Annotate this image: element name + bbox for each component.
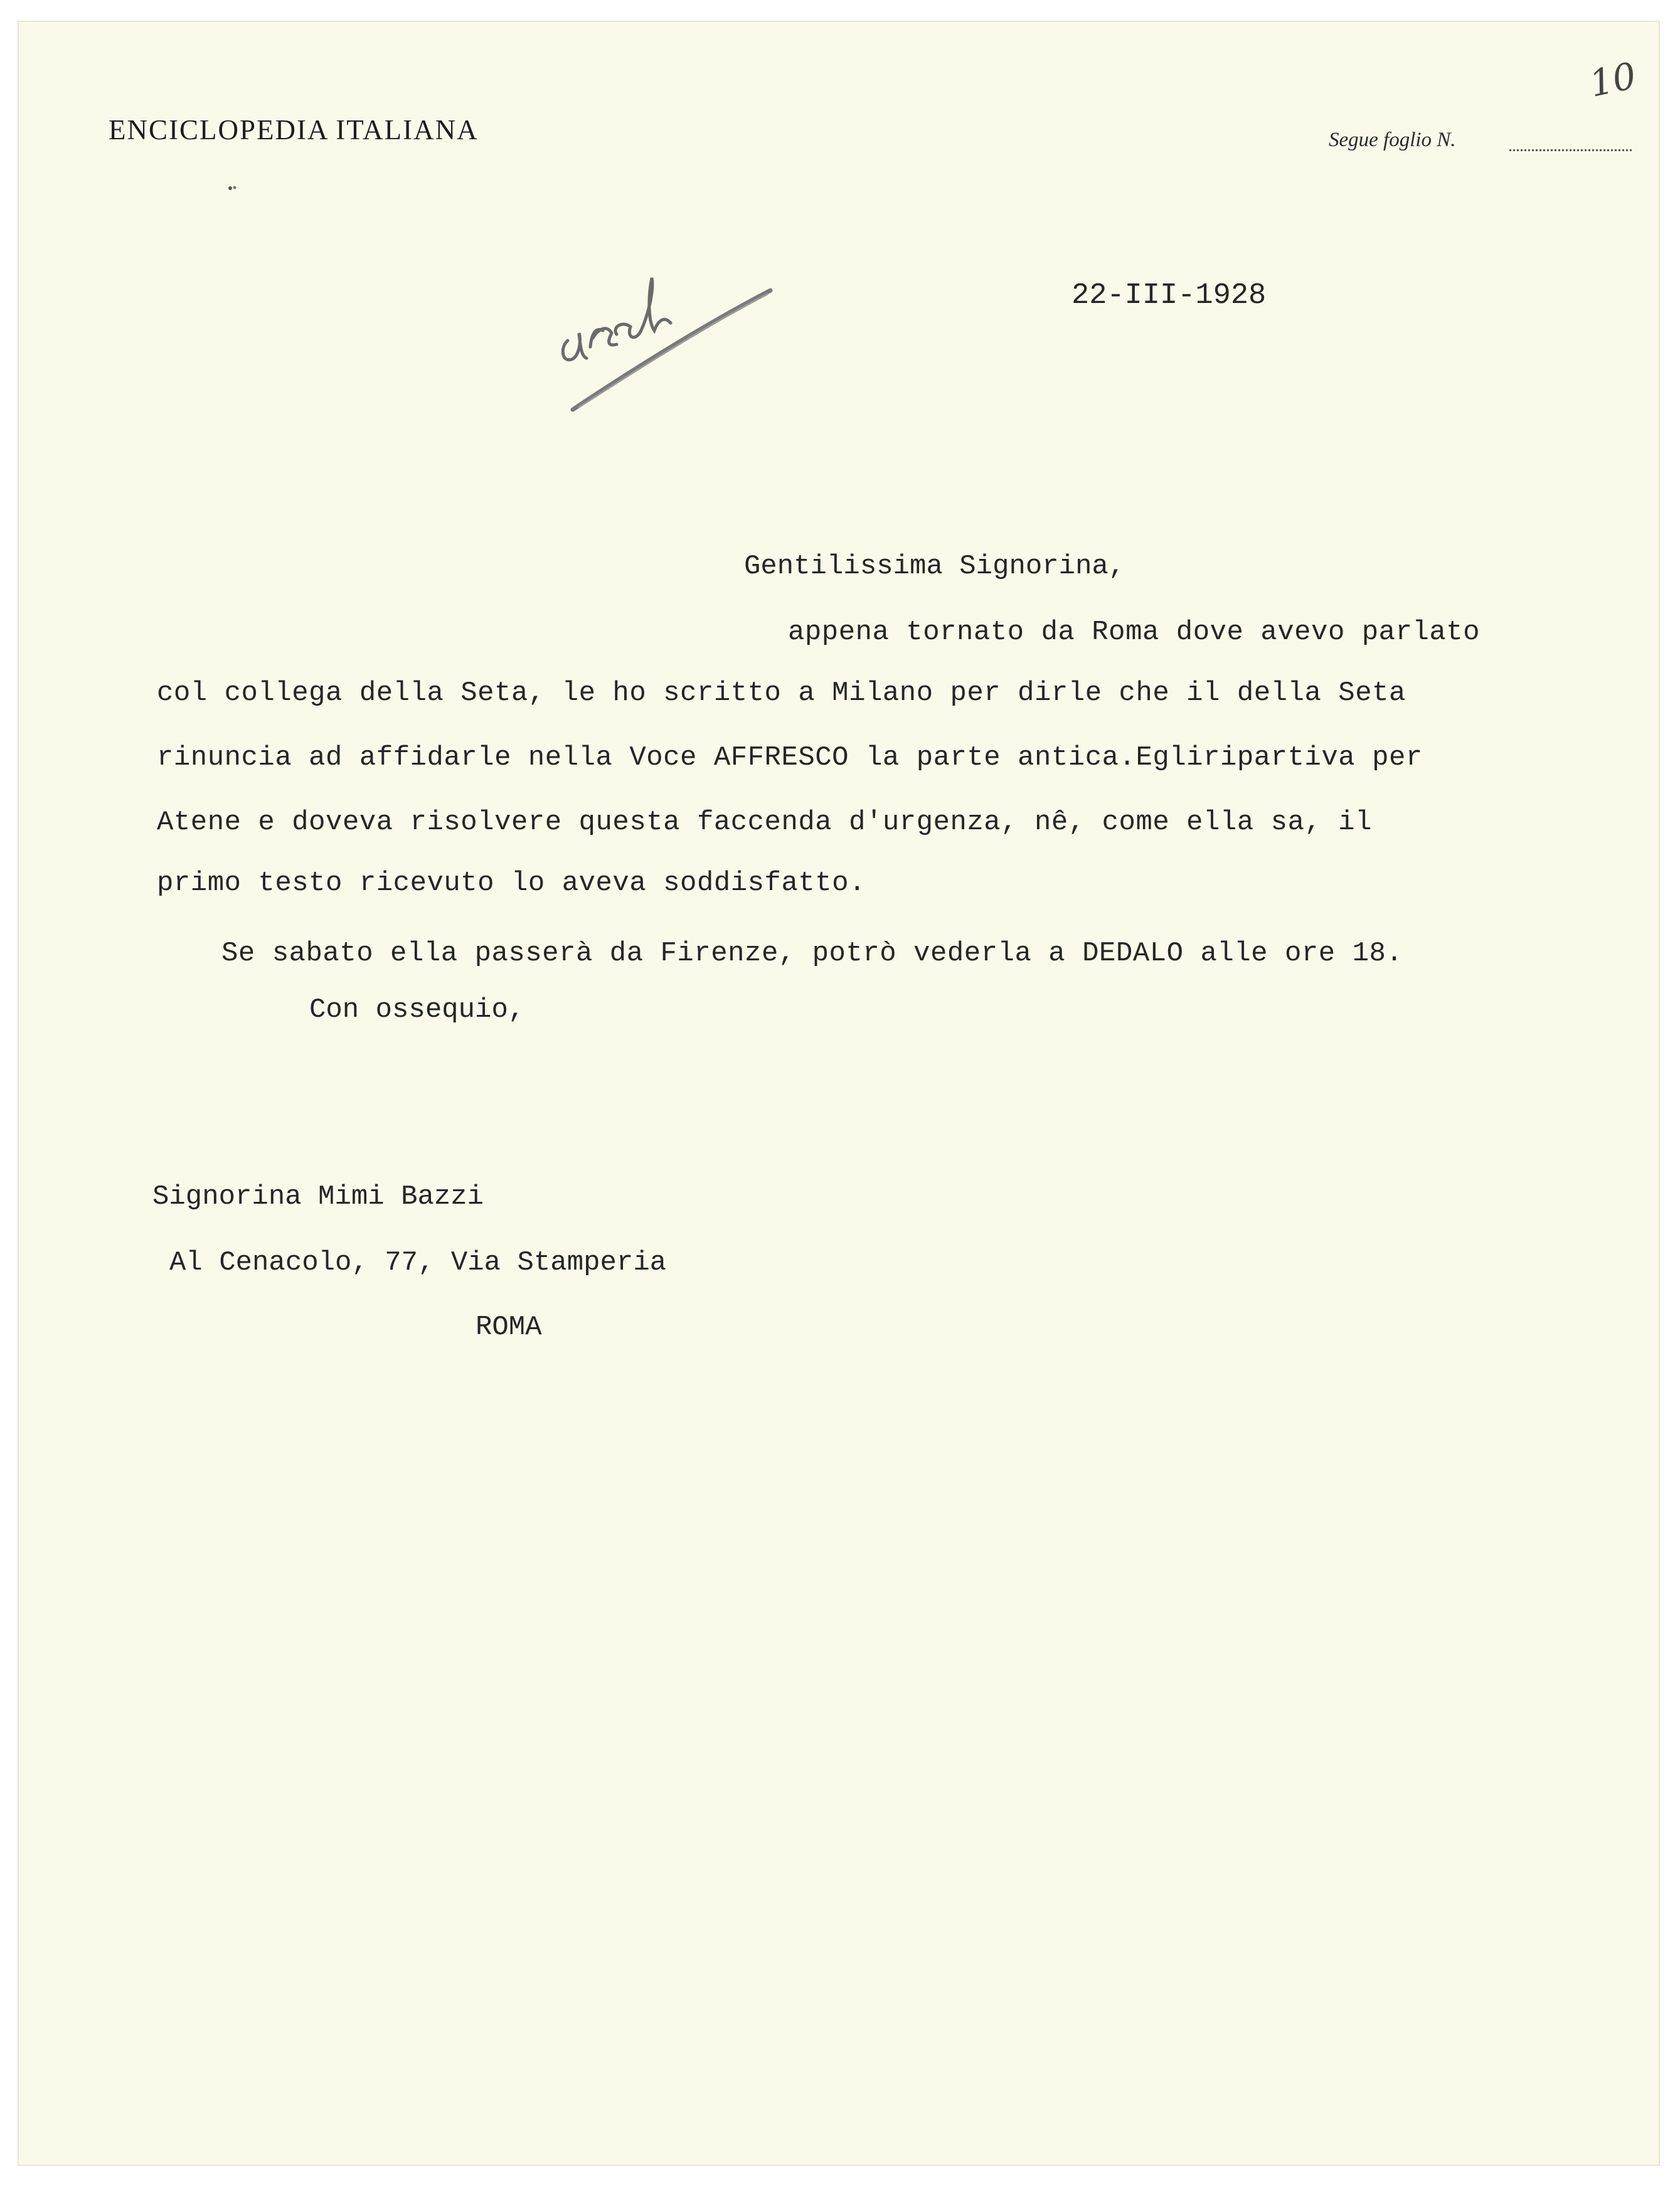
letter-date: 22-III-1928 <box>1071 279 1267 312</box>
body-line: col collega della Seta, le ho scritto a Milano per dirle che il della Seta <box>157 677 1406 709</box>
pencil-annotation-arch <box>554 253 780 435</box>
salutation: Gentilissima Signorina, <box>744 551 1125 582</box>
body-line: Atene e doveva risolvere questa faccenda d'urgenza, nê, come ella sa, il <box>157 807 1373 838</box>
letterhead-title: ENCICLOPEDIA ITALIANA <box>109 114 479 146</box>
recipient-address: Al Cenacolo, 77, Via Stamperia <box>169 1247 667 1278</box>
continuation-label: Segue foglio N. <box>1329 129 1456 151</box>
body-line: primo testo ricevuto lo aveva soddisfatto. <box>157 868 866 899</box>
body-line: Se sabato ella passerà da Firenze, potrò vederla a DEDALO alle ore 18. <box>221 938 1403 969</box>
continuation-dotted-line <box>1509 149 1632 151</box>
folio-number: 10 <box>1585 54 1640 105</box>
ink-speck <box>228 185 238 191</box>
recipient-name: Signorina Mimi Bazzi <box>152 1181 484 1212</box>
letter-sheet <box>18 21 1660 2166</box>
recipient-city: ROMA <box>476 1312 542 1343</box>
closing: Con ossequio, <box>309 994 525 1026</box>
body-line: rinuncia ad affidarle nella Voce AFFRESCO la parte antica.Egliripartiva per <box>157 742 1423 773</box>
body-line: appena tornato da Roma dove avevo parlato <box>788 617 1481 648</box>
